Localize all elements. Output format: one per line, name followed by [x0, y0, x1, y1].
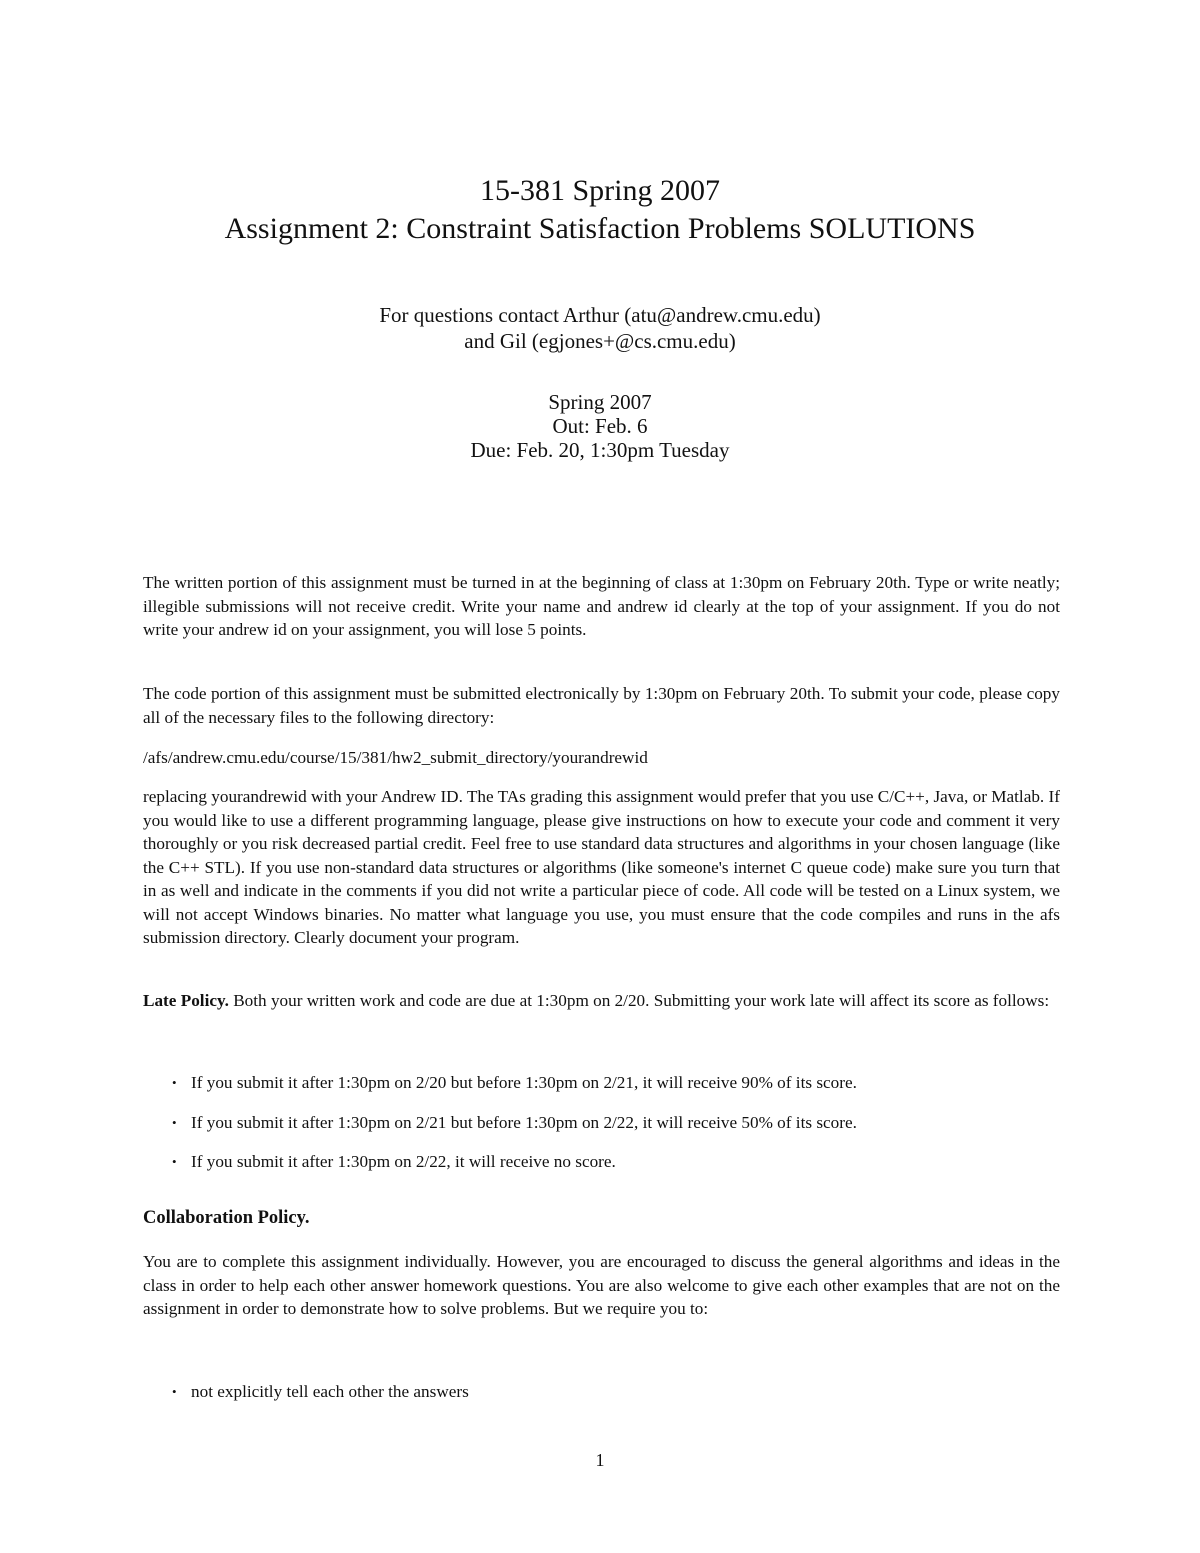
contact-line-2: and Gil (egjones+@cs.cmu.edu) [464, 329, 736, 353]
list-item [143, 1071, 1060, 1095]
out-date: Out: Feb. 6 [552, 414, 648, 438]
contact-block [0, 302, 1200, 354]
code-portion-paragraph: The code portion of this assignment must be submitted electronically by 1:30pm on February 20th. To submit your code, please copy all of the necessary files to the following directory: [143, 684, 1060, 727]
title-block [0, 172, 1200, 248]
written-portion-paragraph: The written portion of this assignment must be turned in at the beginning of class at 1:30pm on February 20th. Type or write neatly; illegible submissions will not receive credit. Write your name and andrew id clearly at the top of your assignment. If you do not write your andrew id on your assignment, you will lose 5 points. [143, 573, 1060, 639]
submit-directory-path: /afs/andrew.cmu.edu/course/15/381/hw2_submit_directory/yourandrewid [143, 748, 648, 767]
collaboration-list [143, 1380, 1060, 1404]
bullet-icon: • [172, 1384, 177, 1399]
assignment-title: Assignment 2: Constraint Satisfaction Problems SOLUTIONS [224, 212, 976, 245]
semester-label: Spring 2007 [548, 390, 652, 414]
contact-line-1: For questions contact Arthur (atu@andrew.cmu.edu) [379, 303, 821, 327]
late-policy-item-3: If you submit it after 1:30pm on 2/22, it will receive no score. [191, 1152, 616, 1171]
late-policy-text: Both your written work and code are due at 1:30pm on 2/20. Submitting your work late will affect its score as follows: [233, 991, 1050, 1010]
late-policy-list [143, 1071, 1060, 1174]
bullet-icon: • [172, 1154, 177, 1169]
bullet-icon: • [172, 1114, 177, 1130]
collaboration-policy-paragraph: You are to complete this assignment individually. However, you are encouraged to discuss the general algorithms and ideas in the class in order to help each other answer homework questions. You are also welcome to give each other examples that are not on the assignment in order to demonstrate how to solve problems. But we require you to: [143, 1252, 1060, 1318]
dates-block [0, 390, 1200, 462]
course-title: 15-381 Spring 2007 [480, 174, 720, 207]
late-policy-item-2: If you submit it after 1:30pm on 2/21 but before 1:30pm on 2/22, it will receive 50% of its score. [191, 1112, 857, 1132]
collaboration-policy-heading: Collaboration Policy. [143, 1208, 310, 1228]
bullet-icon: • [172, 1075, 177, 1090]
late-policy-paragraph [143, 989, 1060, 1013]
page-number: 1 [595, 1450, 605, 1470]
late-policy-item-1: If you submit it after 1:30pm on 2/20 but before 1:30pm on 2/21, it will receive 90% of its score. [191, 1073, 857, 1092]
list-item [143, 1150, 1060, 1174]
list-item [143, 1380, 1060, 1404]
late-policy-label: Late Policy. [143, 991, 229, 1010]
language-policy-paragraph: replacing yourandrewid with your Andrew ID. The TAs grading this assignment would prefer that you use C/C++, Java, or Matlab. If you would like to use a different programming language, please give instructions on how to execute your code and comment it very thoroughly or you risk decreased partial credit. Feel free to use standard data structures and algorithms in your chosen language (like the C++ STL). If you use non-standard data structures or algorithms (like someone's internet C queue code) make sure you turn that in as well and indicate in the comments if you did not write a particular piece of code. All code will be tested on a Linux system, we will not accept Windows binaries. No matter what language you use, you must ensure that the code compiles and runs in the afs submission directory. Clearly document your program. [143, 787, 1060, 947]
due-date: Due: Feb. 20, 1:30pm Tuesday [470, 438, 730, 462]
collaboration-list-container [143, 1380, 1060, 1420]
collaboration-item-1: not explicitly tell each other the answers [191, 1382, 469, 1401]
list-item [143, 1111, 1060, 1135]
late-policy-list-container [143, 1071, 1060, 1190]
